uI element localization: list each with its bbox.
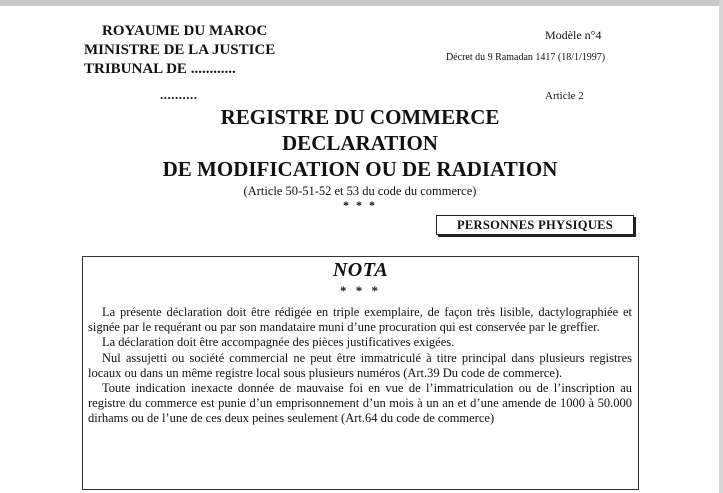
nota-paragraph: La déclaration doit être accompagnée des pièces justificatives exigées. <box>102 335 455 350</box>
header-tribunal: TRIBUNAL DE ............ <box>84 61 236 77</box>
article-reference: Article 2 <box>545 90 584 102</box>
title-subtitle: (Article 50-51-52 et 53 du code du commerce) <box>243 184 477 198</box>
title-registre: REGISTRE DU COMMERCE <box>220 105 500 129</box>
title-modification: DE MODIFICATION OU DE RADIATION <box>162 157 558 181</box>
model-number: Modèle n°4 <box>545 28 602 42</box>
nota-text <box>88 305 632 427</box>
header-authority-block <box>84 22 275 79</box>
header-kingdom: ROYAUME DU MAROC <box>102 23 268 39</box>
header-tribunal-dots: .......... <box>160 87 198 102</box>
decree-reference: Décret du 9 Ramadan 1417 (18/1/1997) <box>446 52 606 63</box>
viewer-top-bar <box>0 0 723 6</box>
nota-paragraph: Nul assujetti ou société commercial ne peut être immatriculé à titre principal dans plusieurs registres locaux ou dans un même registre local sous plusieurs numéros (Art.39 Du code de commerce). <box>88 350 632 380</box>
header-ministry: MINISTRE DE LA JUSTICE <box>84 42 276 58</box>
title-stars: * * * <box>343 198 377 212</box>
viewer-scrollbar-track[interactable] <box>719 0 723 493</box>
nota-paragraph: Toute indication inexacte donnée de mauvaise foi en vue de l’immatriculation ou de l’inscription au registre du commerce est punie d’un emprisonnement d’un mois à un an et d’une amende de 1000 à 50.000 dirhams ou de l’une de ces deux peines seulement (Art.64 du code de commerce) <box>88 381 632 426</box>
category-box-personnes-physiques: PERSONNES PHYSIQUES <box>436 215 634 235</box>
title-declaration: DECLARATION <box>282 131 438 155</box>
nota-title: NOTA <box>332 259 389 281</box>
nota-box <box>82 256 639 490</box>
nota-paragraph: La présente déclaration doit être rédigée en triple exemplaire, de façon très lisible, dactylographiée et signée par le requérant ou par son mandataire muni d’une procuration qui est conservée par le greffier. <box>88 305 632 335</box>
nota-stars: * * * <box>340 283 381 298</box>
